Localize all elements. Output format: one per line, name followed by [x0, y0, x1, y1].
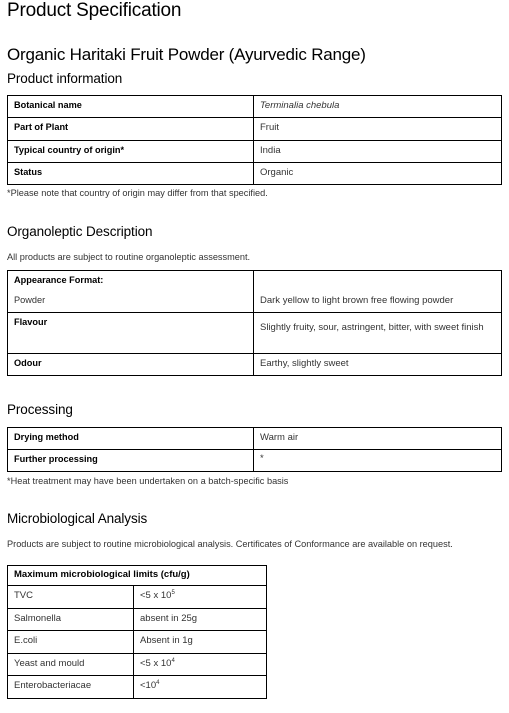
table-cell-value: Absent in 1g: [134, 631, 267, 654]
table-row: [8, 428, 502, 450]
table-row: [8, 271, 502, 313]
table-cell-value: $<10^4$: [134, 676, 267, 699]
table-row: [8, 609, 267, 631]
table-row: [8, 631, 267, 654]
table-cell-key: [8, 271, 254, 313]
organoleptic-intro: All products are subject to routine organoleptic assessment.: [7, 252, 251, 262]
table-row: [8, 676, 267, 699]
table-row: [8, 313, 502, 354]
table-cell-key: Salmonella: [8, 609, 134, 631]
table-cell-key: Status: [8, 163, 254, 185]
heat-treatment-note: *Heat treatment may have been undertaken on a batch-specific basis: [7, 476, 289, 486]
table-cell-value: Dark yellow to light brown free flowing powder: [254, 271, 502, 313]
table-row: [8, 450, 502, 472]
table-row: [8, 354, 502, 376]
table-header: Maximum microbiological limits (cfu/g): [8, 566, 267, 586]
table-cell-value: *: [254, 450, 502, 472]
appearance-format-label: Appearance Format:: [14, 275, 104, 285]
processing-table: [7, 427, 502, 472]
table-cell-key: Yeast and mould: [8, 654, 134, 676]
table-cell-value: Terminalia chebula: [254, 96, 502, 118]
table-cell-value: <5 x $10^4$: [134, 654, 267, 676]
table-row: [8, 163, 502, 185]
country-origin-note: *Please note that country of origin may differ from that specified.: [7, 188, 268, 198]
section-heading-product-info: Product information: [7, 71, 123, 86]
table-cell-value: Slightly fruity, sour, astringent, bitter, with sweet finish: [254, 313, 502, 354]
table-cell-value: Organic: [254, 163, 502, 185]
table-cell-key: Typical country of origin*: [8, 141, 254, 163]
table-cell-value: Fruit: [254, 118, 502, 141]
table-row: [8, 654, 267, 676]
table-cell-key: Odour: [8, 354, 254, 376]
section-heading-organoleptic: Organoleptic Description: [7, 224, 153, 239]
table-cell-key: Further processing: [8, 450, 254, 472]
table-cell-value: <5 x $10^5$: [134, 586, 267, 609]
table-cell-key: Botanical name: [8, 96, 254, 118]
product-name: Organic Haritaki Fruit Powder (Ayurvedic Range): [7, 45, 366, 64]
table-cell-value: absent in 25g: [134, 609, 267, 631]
section-heading-processing: Processing: [7, 402, 73, 417]
table-cell-value: Earthy, slightly sweet: [254, 354, 502, 376]
table-row: [8, 586, 267, 609]
table-cell-key: Enterobacteriacae: [8, 676, 134, 699]
table-cell-value: Warm air: [254, 428, 502, 450]
table-cell-key: Flavour: [8, 313, 254, 354]
microbiological-table: [7, 565, 267, 699]
table-cell-key: TVC: [8, 586, 134, 609]
table-cell-key: E.coli: [8, 631, 134, 654]
page-title: Product Specification: [7, 0, 182, 21]
table-row: [8, 141, 502, 163]
table-row: [8, 566, 267, 586]
table-row: [8, 96, 502, 118]
table-cell-key: Part of Plant: [8, 118, 254, 141]
section-heading-microbiological: Microbiological Analysis: [7, 511, 148, 526]
table-row: [8, 118, 502, 141]
table-cell-key: Drying method: [8, 428, 254, 450]
microbiological-intro: Products are subject to routine microbiological analysis. Certificates of Conformance are available on request.: [7, 539, 453, 549]
table-cell-value: India: [254, 141, 502, 163]
organoleptic-table: [7, 270, 502, 376]
appearance-format-value: Powder: [14, 295, 46, 305]
product-info-table: [7, 95, 502, 185]
